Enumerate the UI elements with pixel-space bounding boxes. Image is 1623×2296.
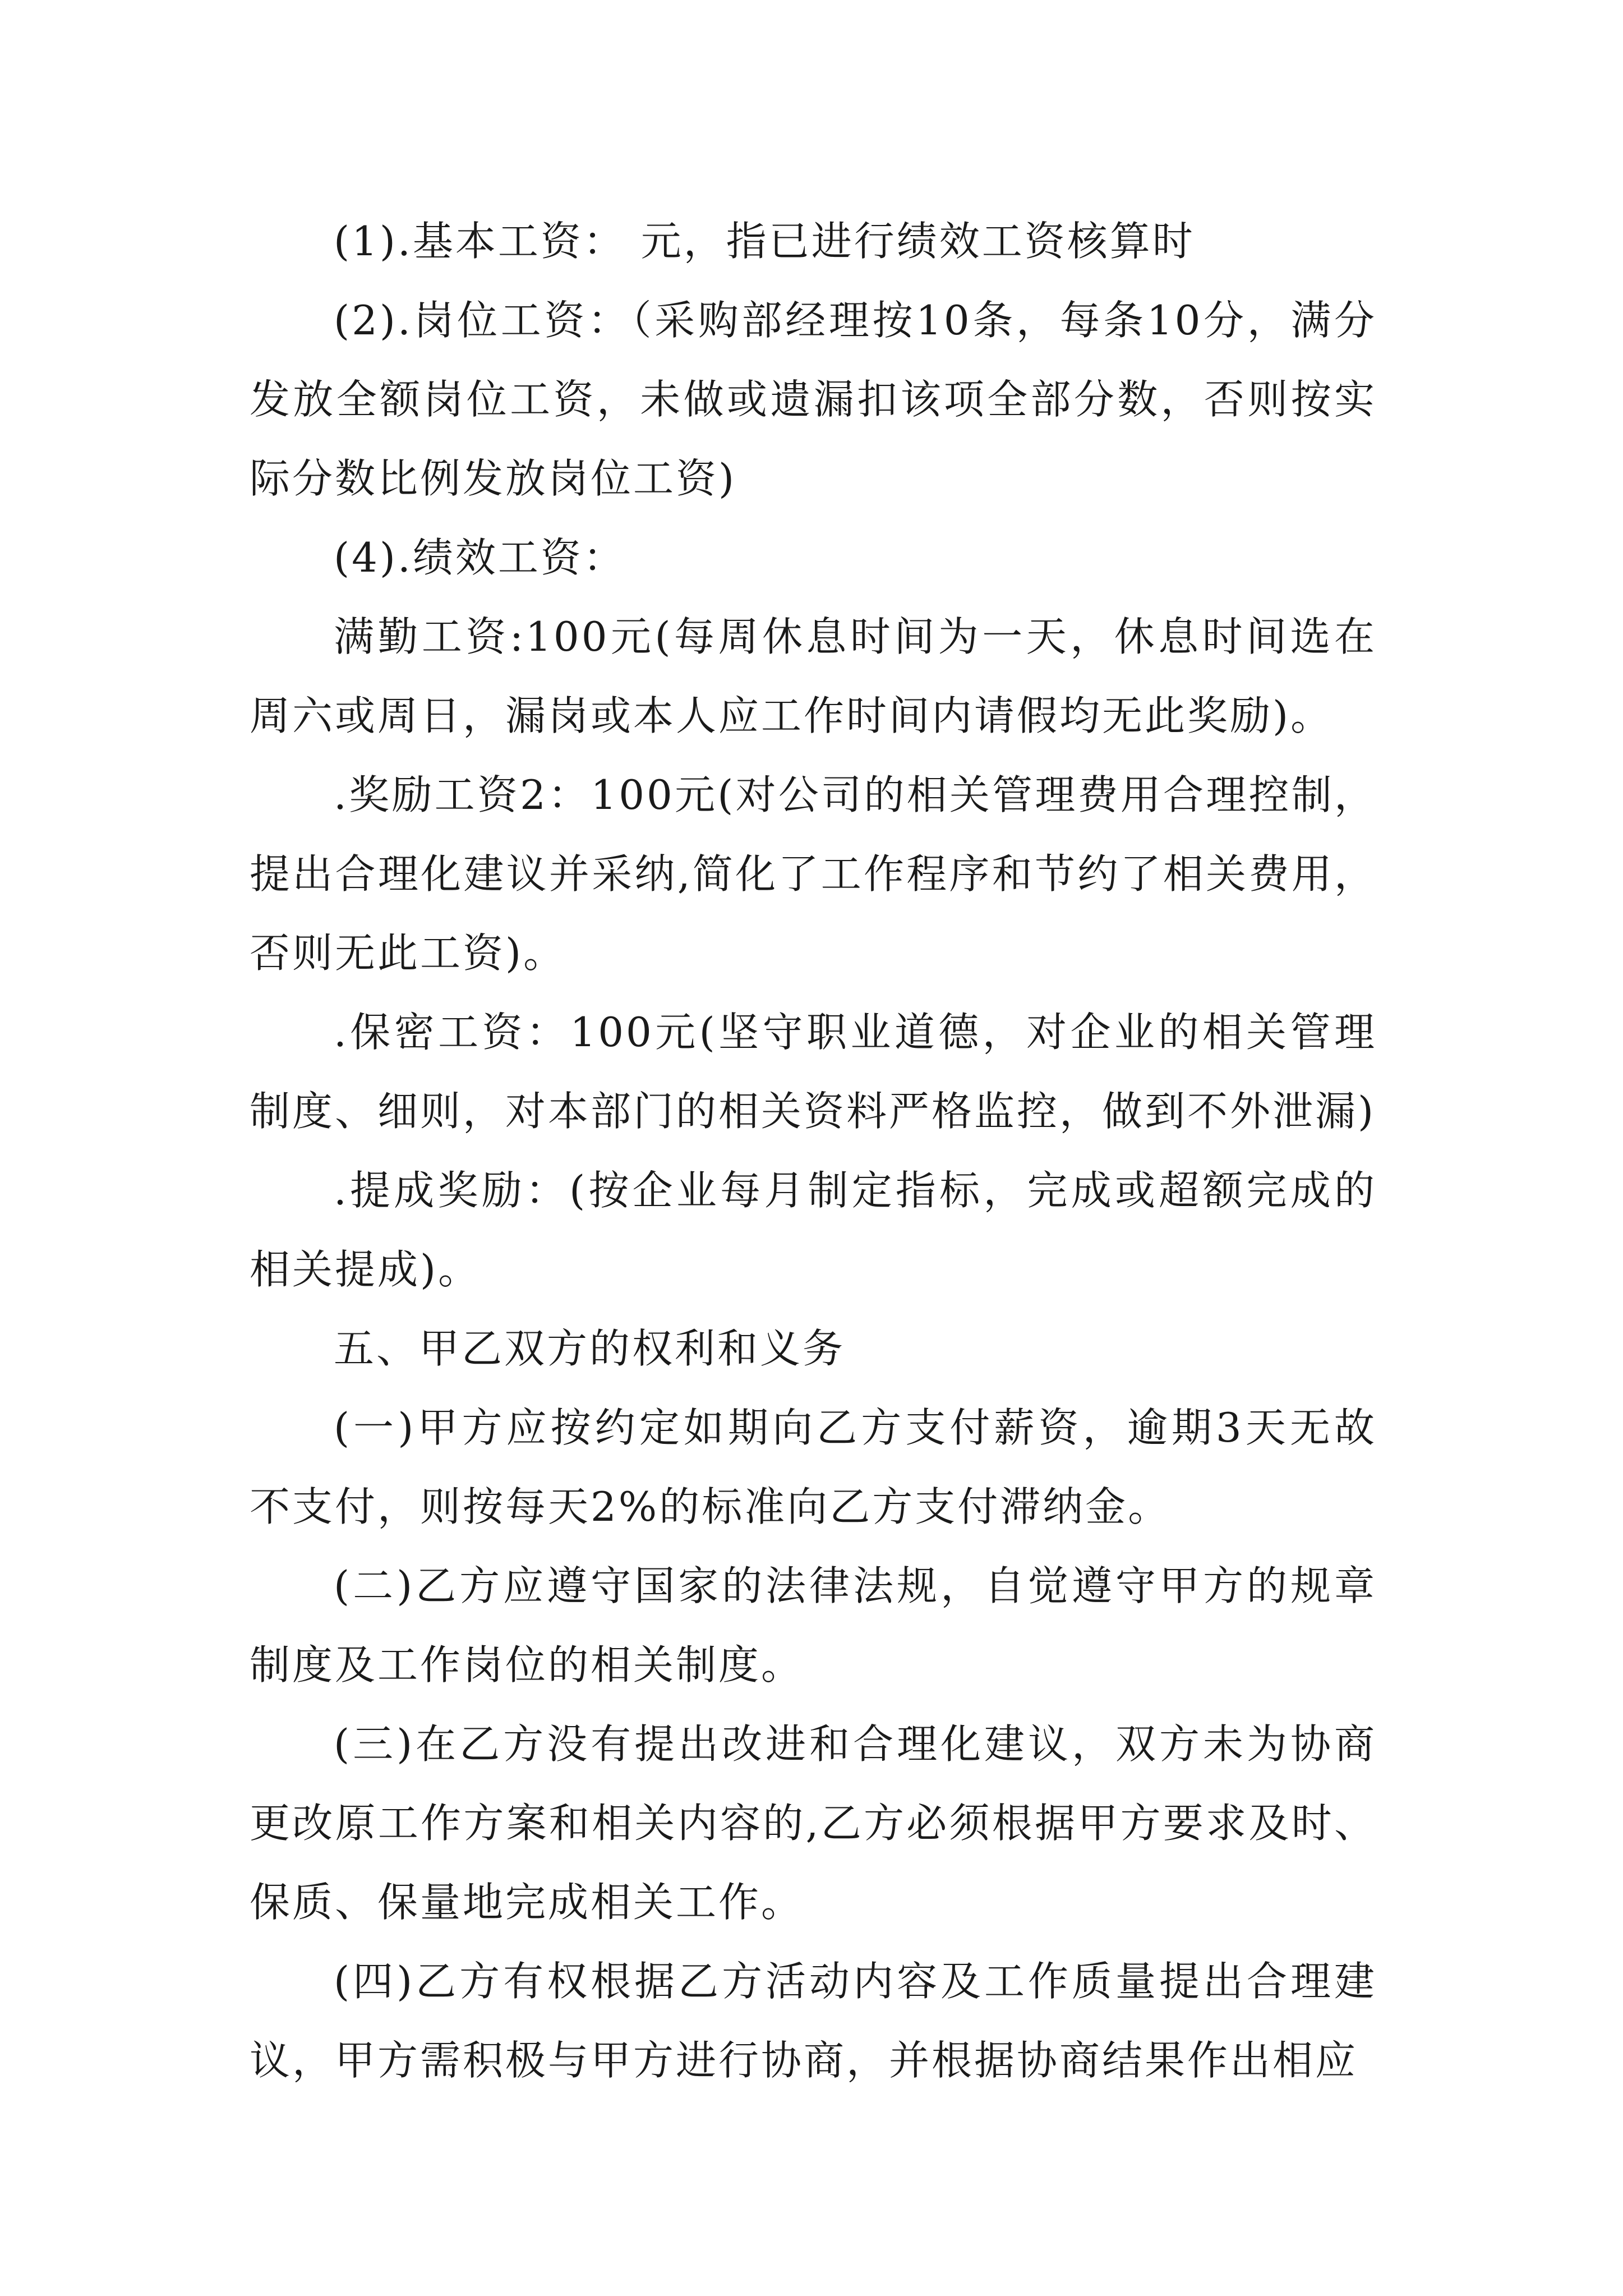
paragraph-basic-salary: (1).基本工资： 元，指已进行绩效工资核算时 <box>334 218 1195 265</box>
paragraph-clause-4: (四)乙方有权根据乙方活动内容及工作质量提出合理建议，甲方需积极与甲方进行协商，并根据协商结果作出相应 <box>250 1958 1377 2084</box>
paragraph-clause-2: (二)乙方应遵守国家的法律法规，自觉遵守甲方的规章制度及工作岗位的相关制度。 <box>250 1562 1377 1688</box>
section-heading-rights-obligations: 五、甲乙双方的权利和义务 <box>334 1325 846 1372</box>
paragraph-full-attendance: 满勤工资:100元(每周休息时间为一天，休息时间选在周六或周日，漏岗或本人应工作时间内请假均无此奖励)。 <box>250 613 1377 739</box>
document-body <box>250 202 1377 2100</box>
paragraph-position-salary: (2).岗位工资：（采购部经理按10条，每条10分，满分发放全额岗位工资，未做或遗漏扣该项全部分数，否则按实际分数比例发放岗位工资) <box>250 297 1377 502</box>
paragraph-performance-salary: (4).绩效工资： <box>334 534 626 581</box>
paragraph-bonus-salary: .奖励工资2：100元(对公司的相关管理费用合理控制，提出合理化建议并采纳,简化了工作程序和节约了相关费用，否则无此工资)。 <box>250 771 1377 977</box>
paragraph-commission: .提成奖励：(按企业每月制定指标，完成或超额完成的相关提成)。 <box>250 1167 1377 1293</box>
paragraph-clause-3: (三)在乙方没有提出改进和合理化建议，双方未为协商更改原工作方案和相关内容的,乙方必须根据甲方要求及时、保质、保量地完成相关工作。 <box>250 1720 1377 1926</box>
paragraph-confidentiality-salary: .保密工资：100元(坚守职业道德，对企业的相关管理制度、细则，对本部门的相关资料严格监控，做到不外泄漏) <box>250 1009 1377 1135</box>
paragraph-clause-1: (一)甲方应按约定如期向乙方支付薪资，逾期3天无故不支付，则按每天2%的标准向乙方支付滞纳金。 <box>250 1404 1377 1530</box>
